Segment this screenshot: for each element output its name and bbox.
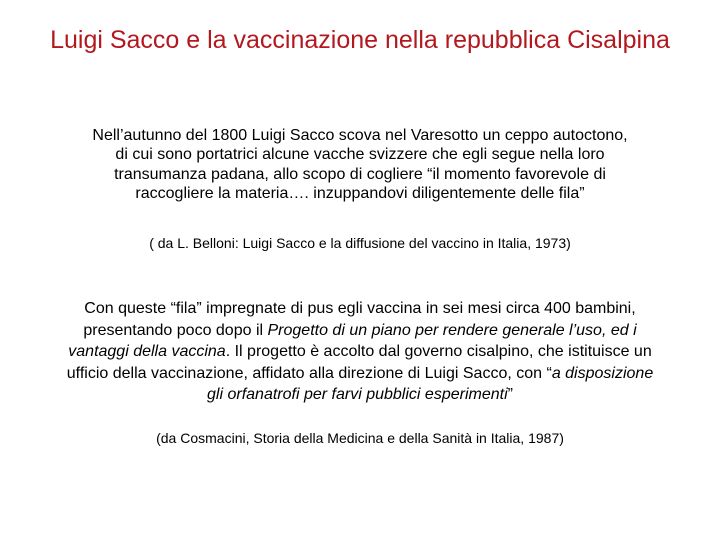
- body-text-part-2: . Il progetto è accolto dal governo cisalpino, che istituisce un ufficio della vaccinazione, affidato alla direzione di Luigi Sacco, con “: [66, 343, 652, 382]
- body-citation: (da Cosmacini, Storia della Medicina e della Sanità in Italia, 1987): [156, 430, 564, 446]
- orphanage-quote-italic: a disposizione gli orfanatrofi per farvi pubblici esperimenti: [207, 364, 654, 404]
- project-title-italic: Progetto di un piano per rendere generale l’uso, ed i vantaggi della vaccina: [68, 321, 637, 361]
- body-text-part-3: ”: [507, 386, 513, 404]
- slide-title: Luigi Sacco e la vaccinazione nella repubblica Cisalpina: [50, 26, 670, 54]
- quote-citation: ( da L. Belloni: Luigi Sacco e la diffusione del vaccino in Italia, 1973): [149, 235, 571, 251]
- body-text-part-1: Con queste “fila” impregnate di pus egli vaccina in sei mesi circa 400 bambini, presentando poco dopo il: [83, 300, 636, 339]
- quote-paragraph: Nell’autunno del 1800 Luigi Sacco scova nel Varesotto un ceppo autoctono, di cui sono portatrici alcune vacche svizzere che egli segue nella loro transumanza padana, allo scopo di cogliere “il momento favorevole di raccogliere la materia…. inzuppandovi diligentemente delle fila”: [92, 127, 628, 203]
- body-paragraph: [60, 298, 660, 406]
